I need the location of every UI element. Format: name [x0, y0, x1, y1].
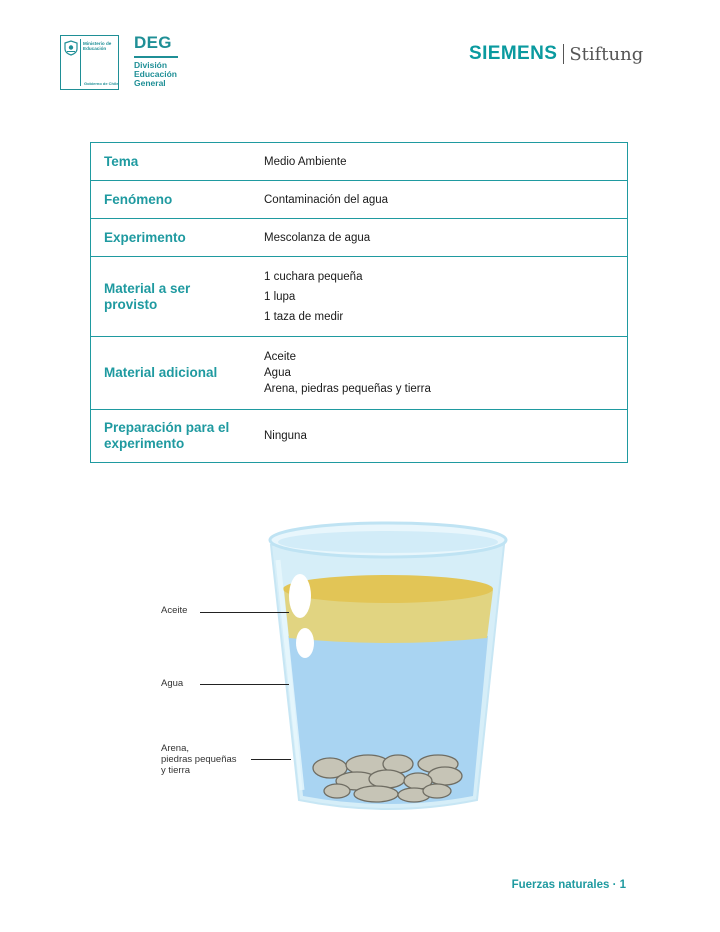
deg-line-1: División [134, 60, 168, 70]
label-water: Agua [161, 678, 184, 689]
value-item: Arena, piedras pequeñas y tierra [264, 383, 431, 395]
deg-logo [134, 34, 178, 88]
label-sediment [161, 743, 237, 776]
label-sediment-line-2: piedras pequeñas [161, 754, 237, 765]
value-item: Ninguna [264, 430, 307, 442]
row-label-tema: Tema [104, 153, 139, 169]
label-sediment-line-3: y tierra [161, 765, 191, 776]
leader-line-sediment [251, 759, 291, 760]
oil-surface [283, 575, 493, 603]
ministry-line-2: Educación [83, 46, 107, 52]
row-value [250, 257, 627, 336]
row-label-material-provisto: Material a ser provisto [104, 280, 191, 312]
label-oil: Aceite [161, 605, 188, 616]
deg-underline [134, 56, 178, 58]
logo-separator [563, 44, 564, 64]
table-row [91, 143, 627, 181]
row-value [250, 181, 627, 218]
row-value [250, 143, 627, 180]
ministry-name [83, 41, 117, 51]
row-value [250, 219, 627, 256]
row-label-experimento: Experimento [104, 229, 186, 245]
oil-droplet [289, 574, 311, 618]
deg-line-2: Educación [134, 69, 177, 79]
coat-of-arms-icon [64, 40, 78, 56]
leader-line-oil [200, 612, 289, 613]
row-label-preparacion: Preparación para el experimento [104, 420, 230, 451]
experiment-info-table [90, 142, 628, 463]
deg-line-3: General [134, 78, 166, 88]
label-sediment-line-1: Arena, [161, 743, 189, 754]
value-item: Mescolanza de agua [264, 231, 371, 244]
value-item: 1 cuchara pequeña [264, 270, 363, 283]
table-row [91, 410, 627, 462]
table-row [91, 337, 627, 410]
siemens-brand: SIEMENS [469, 43, 558, 64]
value-item: Aceite [264, 351, 296, 363]
value-item: Agua [264, 367, 291, 379]
row-value [250, 410, 627, 462]
glass-illustration [0, 500, 720, 830]
table-row [91, 257, 627, 337]
table-row [91, 219, 627, 257]
stiftung-brand: Stiftung [569, 43, 644, 65]
government-label: Gobierno de Chile [84, 81, 119, 86]
value-item: 1 taza de medir [264, 310, 344, 323]
ministry-logo [60, 35, 119, 90]
value-item: Medio Ambiente [264, 155, 347, 168]
logo-divider [80, 39, 81, 86]
deg-title: DEG [134, 33, 172, 52]
page-footer: Fuerzas naturales · 1 [511, 879, 626, 891]
table-row [91, 181, 627, 219]
ministry-line-1: Ministerio de [83, 41, 112, 46]
value-item: Contaminación del agua [264, 193, 389, 206]
row-label-material-adicional: Material adicional [104, 365, 218, 380]
oil-droplet [296, 628, 314, 658]
value-item: 1 lupa [264, 290, 296, 303]
leader-line-water [200, 684, 289, 685]
siemens-stiftung-logo [469, 43, 643, 65]
row-label-fenomeno: Fenómeno [104, 191, 173, 207]
row-value [250, 337, 627, 409]
